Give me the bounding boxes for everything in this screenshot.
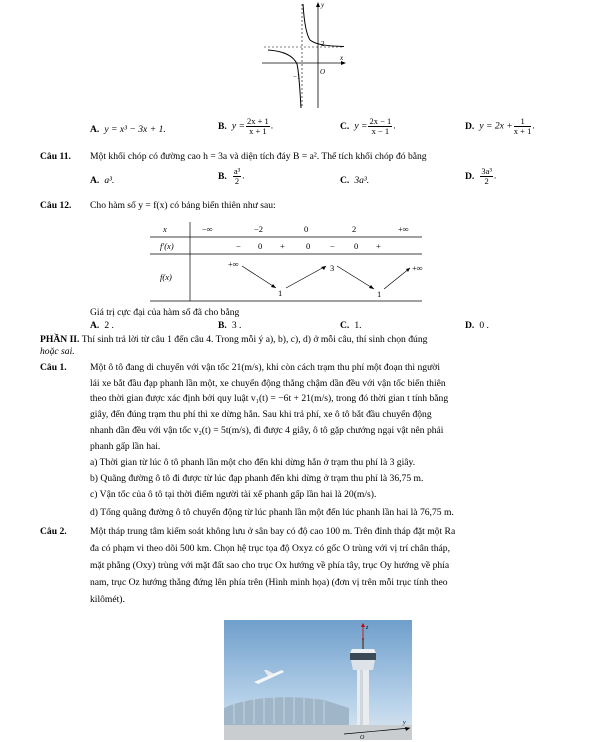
graph-tick-minus1: −1 bbox=[293, 73, 301, 81]
fraction bbox=[480, 167, 493, 186]
punct: . bbox=[493, 170, 497, 182]
c1-line: lái xe bắt đầu đạp phanh lần một, xe chuyển động thẳng chậm dần đều với vận tốc biến thiên bbox=[90, 378, 446, 389]
option-label: D. bbox=[465, 320, 475, 331]
table-fprime-label: f′(x) bbox=[160, 241, 174, 251]
punct: . bbox=[270, 120, 274, 132]
numerator: a³ bbox=[233, 166, 241, 176]
fraction bbox=[513, 116, 535, 136]
q12-question: Giá trị cực đại của hàm số đã cho bằng bbox=[90, 307, 240, 318]
fprime-sign: − bbox=[330, 241, 335, 251]
denominator: x + 1 bbox=[513, 125, 532, 136]
option-label: A. bbox=[90, 175, 100, 186]
q11-option-b[interactable] bbox=[218, 167, 245, 186]
fprime-sign: + bbox=[376, 241, 381, 251]
fprime-zero: 0 bbox=[354, 241, 359, 251]
fprime-sign: − bbox=[236, 241, 241, 251]
option-text: 2 . bbox=[104, 320, 114, 331]
graph-origin: O bbox=[320, 68, 326, 76]
q12-option-a[interactable] bbox=[90, 320, 114, 333]
c1-line: giây, đến đúng trạm thu phí thì xe dừng hẳn. Sau khi trả phí, xe ô tô bắt đầu chuyển động bbox=[90, 409, 432, 420]
fprime-zero: 0 bbox=[258, 241, 263, 251]
x-value: 2 bbox=[352, 224, 357, 234]
fraction bbox=[368, 117, 392, 136]
fraction bbox=[246, 117, 270, 136]
option-label: A. bbox=[90, 124, 100, 135]
option-label: C. bbox=[340, 120, 350, 132]
q10-option-d[interactable] bbox=[465, 117, 535, 136]
c2-number: Câu 2. bbox=[40, 526, 67, 537]
q11-number: Câu 11. bbox=[40, 151, 71, 162]
denominator: x + 1 bbox=[249, 125, 267, 136]
c1-statement-b[interactable]: b) Quãng đường ô tô đi được từ lúc đạp phanh đến khi dừng ở trạm thu phí là 36,75 m. bbox=[90, 473, 424, 484]
option-text: a³. bbox=[104, 175, 115, 186]
graph-tick-2: 2 bbox=[321, 40, 325, 48]
q12-option-b[interactable] bbox=[218, 320, 241, 333]
denominator: 2 bbox=[234, 175, 240, 186]
numerator: 2x + 1 bbox=[246, 116, 269, 126]
q11-option-a[interactable] bbox=[90, 175, 114, 188]
table-x-label: x bbox=[163, 224, 167, 234]
option-text: y = x³ − 3x + 1. bbox=[104, 124, 166, 135]
q12-number: Câu 12. bbox=[40, 200, 72, 211]
c2-line: kilômét). bbox=[90, 594, 125, 605]
part2-heading: PHẦN II. Thí sinh trả lời từ câu 1 đến câu 4. Trong mỗi ý a), b), c), d) ở mỗi câu, thí sinh chọn đúng bbox=[40, 334, 428, 345]
function-graph bbox=[258, 0, 350, 112]
fraction bbox=[233, 167, 241, 186]
variation-table bbox=[150, 220, 425, 302]
f-value: 3 bbox=[330, 263, 335, 273]
option-text: y = bbox=[231, 120, 245, 132]
option-label: C. bbox=[340, 175, 350, 186]
option-text: y = 2x + bbox=[479, 120, 513, 132]
c1-line: phanh gấp lần hai. bbox=[90, 441, 161, 452]
f-value: 1 bbox=[278, 288, 283, 298]
option-label: B. bbox=[218, 120, 227, 132]
numerator: 3a³ bbox=[481, 166, 492, 176]
q11-option-c[interactable] bbox=[340, 175, 369, 188]
airport-tower-photo bbox=[224, 620, 412, 740]
x-value: −2 bbox=[254, 224, 264, 234]
option-label: B. bbox=[218, 170, 227, 182]
f-value: 1 bbox=[377, 289, 382, 299]
option-text: 1. bbox=[354, 320, 362, 331]
q11-text: Một khối chóp có đường cao h = 3a và diện tích đáy B = a². Thể tích khối chóp đó bằng bbox=[90, 151, 427, 162]
c1-number: Câu 1. bbox=[40, 362, 67, 373]
option-label: C. bbox=[340, 320, 350, 331]
fprime-zero: 0 bbox=[306, 241, 311, 251]
c2-line: đa có phạm vi theo dõi 500 km. Chọn hệ trục tọa độ Oxyz có gốc O trùng với vị trí chân tháp, bbox=[90, 543, 450, 554]
q11-option-d[interactable] bbox=[465, 167, 496, 186]
x-value: 0 bbox=[304, 224, 309, 234]
part2-text: Thí sinh trả lời từ câu 1 đến câu 4. Trong mỗi ý a), b), c), d) ở mỗi câu, thí sinh chọn đúng bbox=[81, 334, 428, 345]
table-f-label: f(x) bbox=[160, 272, 172, 282]
c1-statement-d[interactable]: d) Tổng quãng đường ô tô chuyển động từ lúc phanh lần một đến lúc phanh lần hai là 76,75 m. bbox=[90, 507, 454, 518]
punct: . bbox=[532, 120, 535, 132]
q10-option-c[interactable] bbox=[340, 117, 396, 136]
part2-text2: hoặc sai. bbox=[40, 346, 75, 357]
denominator: x − 1 bbox=[371, 125, 390, 136]
graph-x-label: x bbox=[340, 54, 344, 62]
c2-line: mặt phẳng (Oxy) trùng với mặt đất sao cho trục Ox hướng về phía tây, trục Oy hướng về phía bbox=[90, 560, 450, 571]
graph-y-label: y bbox=[321, 1, 325, 9]
c1-statement-c[interactable]: c) Vận tốc của ô tô tại thời điểm người tài xế phanh gấp lần hai là 20(m/s). bbox=[90, 489, 377, 500]
x-value: −∞ bbox=[202, 224, 213, 234]
c1-statement-a[interactable]: a) Thời gian từ lúc ô tô phanh lần một cho đến khi dừng hẳn ở trạm thu phí là 3 giây. bbox=[90, 457, 416, 468]
photo-origin-label: O bbox=[360, 735, 365, 740]
c2-line: nam, trục Oz hướng thẳng đứng lên phía trên (Hình minh họa) (đơn vị trên mỗi trục tính theo bbox=[90, 577, 448, 588]
numerator: 2x − 1 bbox=[369, 116, 392, 126]
option-text: 3 . bbox=[231, 320, 242, 331]
f-value: +∞ bbox=[412, 263, 423, 273]
option-label: D. bbox=[465, 120, 475, 132]
option-text: y = bbox=[354, 120, 368, 132]
option-label: B. bbox=[218, 320, 227, 331]
q12-text: Cho hàm số y = f(x) có bảng biến thiên như sau: bbox=[90, 200, 276, 211]
c1-line: theo thời gian được xác định bởi quy luật v₁(t) = −6t + 21(m/s), trong đó thời gian t tính bằng bbox=[90, 393, 449, 404]
photo-z-label: z bbox=[366, 625, 369, 631]
c2-line: Một tháp trung tâm kiểm soát không lưu ở sân bay có độ cao 100 m. Trên đỉnh tháp đặt một Ra bbox=[90, 526, 456, 537]
option-text: 3a³. bbox=[354, 175, 370, 186]
punct: . bbox=[242, 170, 245, 182]
x-value: +∞ bbox=[398, 224, 409, 234]
q12-option-d[interactable] bbox=[465, 320, 489, 333]
punct: . bbox=[393, 120, 396, 132]
c1-line: Một ô tô đang di chuyển với vận tốc 21(m/s), khi còn cách trạm thu phí một đoạn thì người bbox=[90, 362, 441, 373]
f-value: +∞ bbox=[228, 259, 239, 269]
c1-line: nhanh dần đều với vận tốc v₂(t) = 5t(m/s), đi được 4 giây, ô tô gặp chướng ngại vật nên phải bbox=[90, 425, 444, 436]
numerator: 1 bbox=[514, 117, 532, 127]
option-label: A. bbox=[90, 320, 100, 331]
q12-option-c[interactable] bbox=[340, 320, 362, 333]
option-text: 0 . bbox=[479, 320, 489, 331]
q10-option-b[interactable] bbox=[218, 117, 273, 136]
option-label: D. bbox=[465, 170, 475, 182]
q10-option-a[interactable] bbox=[90, 124, 166, 137]
photo-y-label: y bbox=[403, 720, 406, 726]
denominator: 2 bbox=[484, 175, 489, 186]
fprime-sign: + bbox=[280, 241, 285, 251]
